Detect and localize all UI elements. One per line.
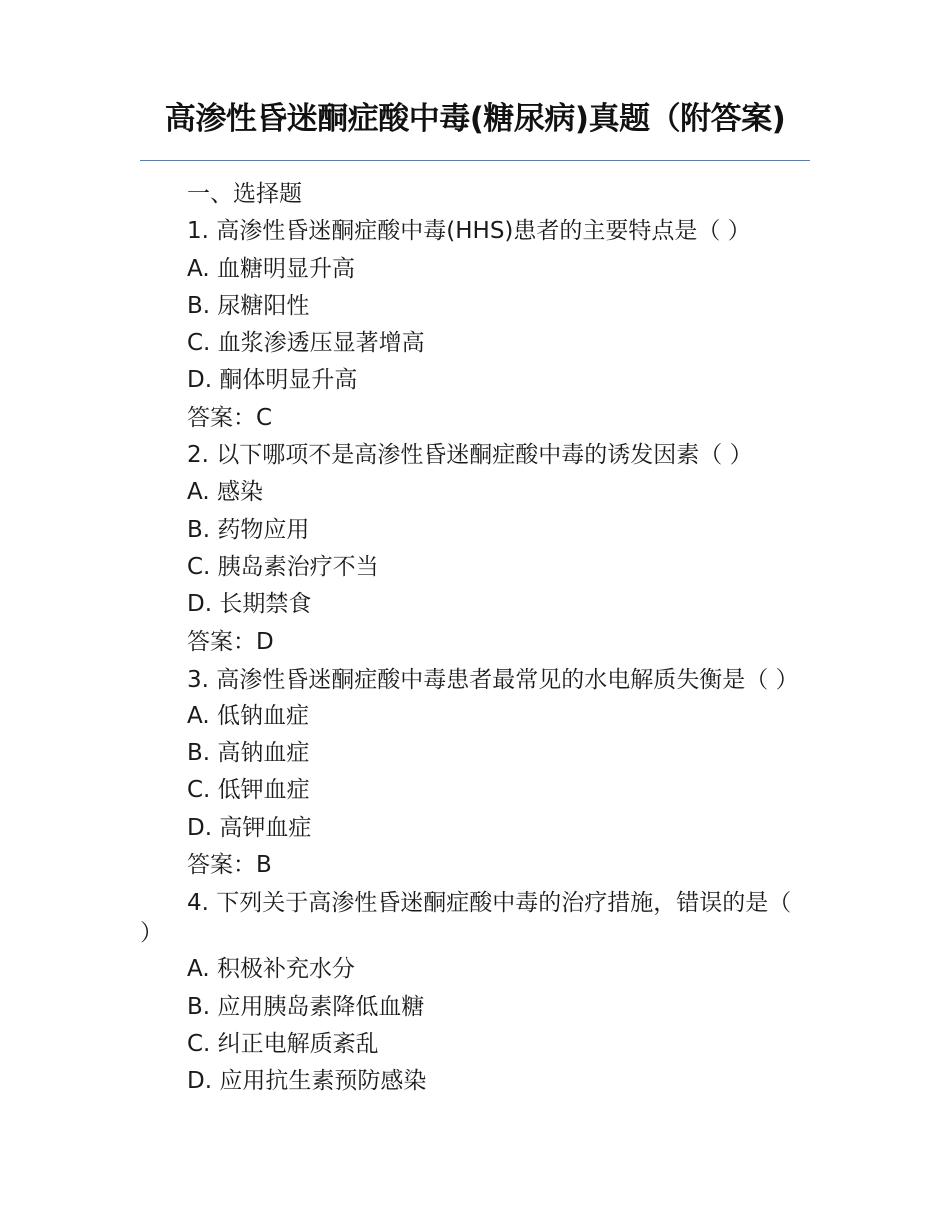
option-d: D. 应用抗生素预防感染 bbox=[187, 1068, 427, 1095]
option-c: C. 血浆渗透压显著增高 bbox=[187, 330, 425, 357]
document-title: 高渗性昏迷酮症酸中毒(糖尿病)真题（附答案) bbox=[164, 101, 786, 137]
option-a: A. 低钠血症 bbox=[187, 702, 309, 729]
title-underline bbox=[140, 160, 810, 161]
option-c: C. 低钾血症 bbox=[187, 777, 310, 804]
option-a: A. 感染 bbox=[187, 479, 263, 506]
option-c: C. 胰岛素治疗不当 bbox=[187, 553, 379, 580]
option-b: B. 高钠血症 bbox=[187, 740, 310, 767]
option-a: A. 血糖明显升高 bbox=[187, 255, 355, 282]
option-b: B. 药物应用 bbox=[187, 516, 310, 543]
question-stem: 4. 下列关于高渗性昏迷酮症酸中毒的治疗措施，错误的是（ ） bbox=[140, 890, 792, 947]
option-c: C. 纠正电解质紊乱 bbox=[187, 1030, 379, 1057]
question-stem: 3. 高渗性昏迷酮症酸中毒患者最常见的水电解质失衡是（ ） bbox=[187, 666, 799, 693]
option-d: D. 高钾血症 bbox=[187, 814, 312, 841]
option-b: B. 尿糖阳性 bbox=[187, 292, 310, 319]
option-b: B. 应用胰岛素降低血糖 bbox=[187, 993, 425, 1020]
option-d: D. 酮体明显升高 bbox=[187, 367, 358, 394]
option-d: D. 长期禁食 bbox=[187, 591, 312, 618]
answer-line: 答案：C bbox=[187, 404, 273, 431]
question-stem: 1. 高渗性昏迷酮症酸中毒(HHS)患者的主要特点是（ ） bbox=[187, 218, 751, 245]
question-stem: 2. 以下哪项不是高渗性昏迷酮症酸中毒的诱发因素（ ） bbox=[187, 442, 753, 469]
section-heading: 一、选择题 bbox=[187, 181, 302, 207]
answer-line: 答案：D bbox=[187, 628, 274, 655]
answer-line: 答案：B bbox=[187, 852, 272, 879]
option-a: A. 积极补充水分 bbox=[187, 956, 355, 983]
document-body bbox=[140, 176, 810, 1101]
